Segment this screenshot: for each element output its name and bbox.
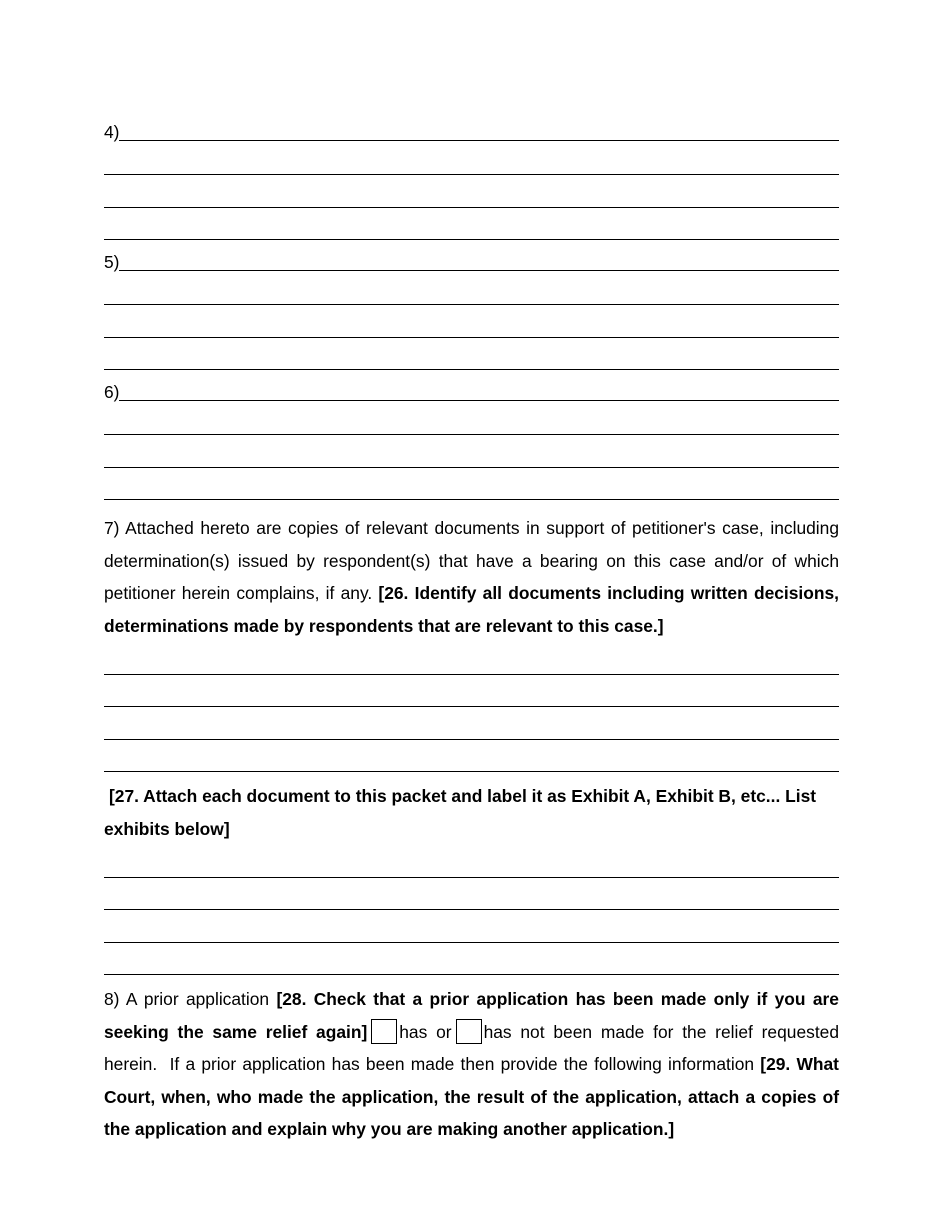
item-6-line-3[interactable] <box>104 435 839 468</box>
item-7-text: 7) Attached hereto are copies of relevant documents in support of petitioner's case, including determination(s) issued by respondent(s) that have a bearing on this case and/or of which petitioner herein complains, if any. <box>104 518 839 603</box>
item-7-line-3[interactable] <box>104 707 839 740</box>
item-4-first-line[interactable] <box>104 110 839 143</box>
item-8-lead: 8) A prior application <box>104 989 270 1009</box>
item-7-paragraph <box>104 512 839 642</box>
exhibits-instruction: [27. Attach each document to this packet and label it as Exhibit A, Exhibit B, etc... List exhibits below] <box>104 786 817 839</box>
exhibit-line-3[interactable] <box>104 910 839 943</box>
has-checkbox[interactable] <box>371 1019 397 1044</box>
item-8-paragraph <box>104 983 839 1146</box>
item-6-rule <box>119 400 839 401</box>
item-4-line-3[interactable] <box>104 175 839 208</box>
item-7-line-4[interactable] <box>104 740 839 773</box>
has-label: has or <box>399 1021 452 1042</box>
item-5-first-line[interactable] <box>104 240 839 273</box>
item-8-followup: If a prior application has been made then provide the following information <box>169 1054 755 1074</box>
exhibits-paragraph <box>104 780 839 845</box>
exhibit-line-4[interactable] <box>104 943 839 976</box>
item-5-line-3[interactable] <box>104 305 839 338</box>
item-6-number: 6) <box>104 381 120 402</box>
item-7-instruction: [26. Identify all documents including written decisions, determinations made by respondents that are relevant to this case.] <box>104 583 839 636</box>
form-content <box>104 110 839 1146</box>
exhibit-line-2[interactable] <box>104 878 839 911</box>
exhibit-line-1[interactable] <box>104 845 839 878</box>
item-7-line-2[interactable] <box>104 675 839 708</box>
item-4-number: 4) <box>104 121 120 142</box>
item-6-line-2[interactable] <box>104 403 839 436</box>
item-4-rule <box>119 140 839 141</box>
has-not-label: has not been made for the relief requested herein. <box>104 1021 839 1074</box>
item-5-line-4[interactable] <box>104 338 839 371</box>
item-7-line-1[interactable] <box>104 642 839 675</box>
item-5-line-2[interactable] <box>104 273 839 306</box>
item-4-line-4[interactable] <box>104 208 839 241</box>
item-5-rule <box>119 270 839 271</box>
item-4-line-2[interactable] <box>104 143 839 176</box>
item-5-number: 5) <box>104 251 120 272</box>
item-8-instruction: [28. Check that a prior application has been made only if you are seeking the same relief again] <box>104 989 839 1042</box>
has-not-checkbox[interactable] <box>456 1019 482 1044</box>
item-8-instruction-2: [29. What Court, when, who made the application, the result of the application, attach a copies of the application and explain why you are making another application.] <box>104 1054 839 1139</box>
item-6-line-4[interactable] <box>104 468 839 501</box>
item-6-first-line[interactable] <box>104 370 839 403</box>
